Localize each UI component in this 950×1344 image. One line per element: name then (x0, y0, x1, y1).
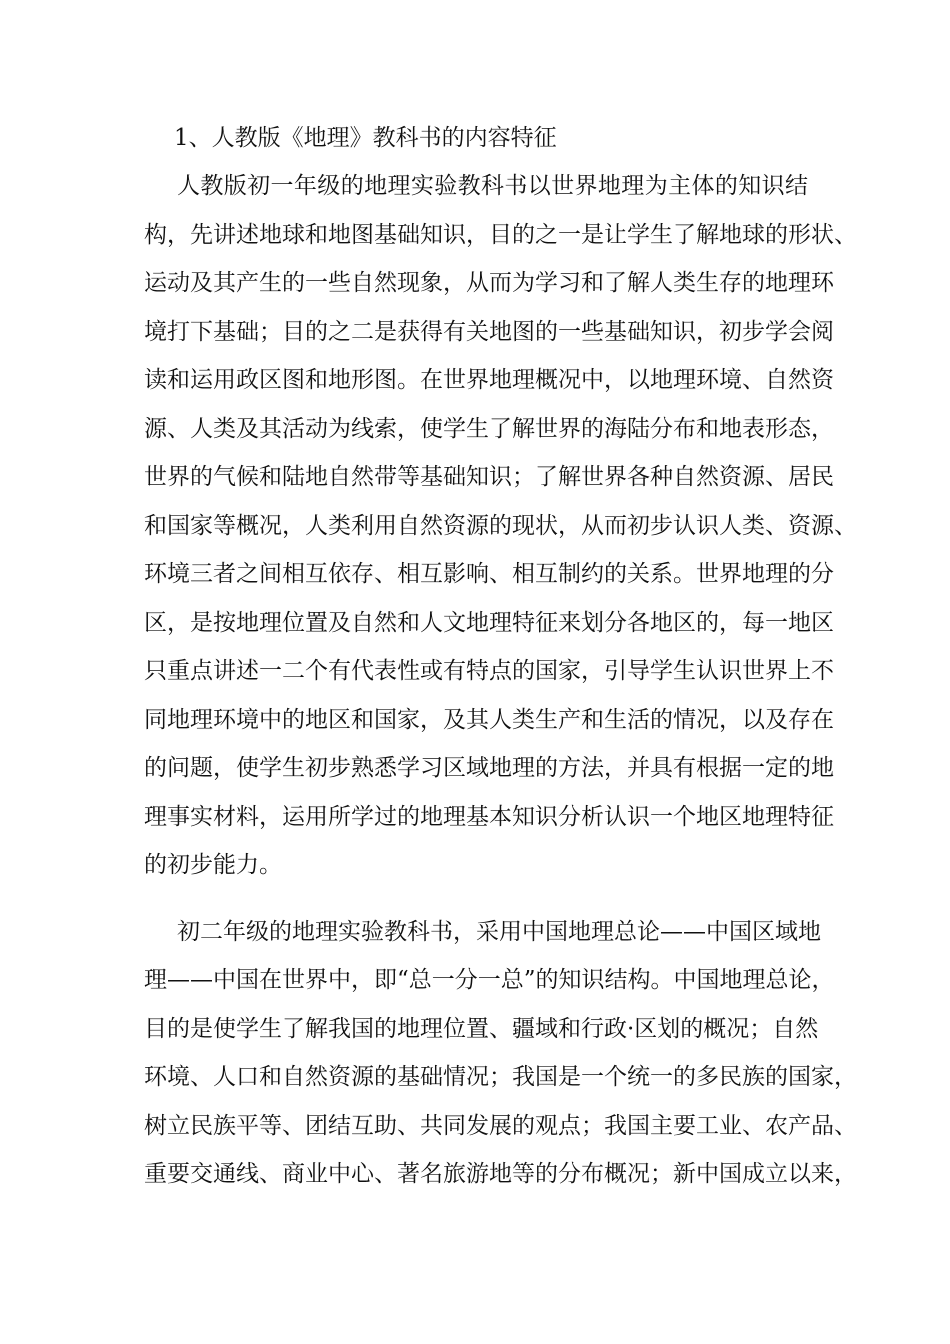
paragraph-line: 只重点讲述一二个有代表性或有特点的国家，引导学生认识世界上不 (144, 658, 834, 684)
section-heading: 1、人教版《地理》教科书的内容特征 (174, 125, 557, 151)
paragraph-line: 区，是按地理位置及自然和人文地理特征来划分各地区的，每一地区 (144, 610, 834, 636)
paragraph-line: 世界的气候和陆地自然带等基础知识；了解世界各种自然资源、居民 (144, 464, 834, 490)
paragraph-line: 目的是使学生了解我国的地理位置、疆域和行政·区划的概况；自然 (144, 1016, 819, 1042)
paragraph-line: 理——中国在世界中，即“总一分一总”的知识结构。中国地理总论， (144, 967, 835, 993)
paragraph-line: 初二年级的地理实验教科书，采用中国地理总论——中国区域地 (177, 919, 821, 945)
paragraph-line: 环境三者之间相互依存、相互影响、相互制约的关系。世界地理的分 (144, 561, 834, 587)
paragraph-line: 重要交通线、商业中心、著名旅游地等的分布概况；新中国成立以来， (144, 1161, 857, 1187)
paragraph-line: 的问题，使学生初步熟悉学习区域地理的方法，并具有根据一定的地 (144, 755, 834, 781)
paragraph-line: 理事实材料，运用所学过的地理基本知识分析认识一个地区地理特征 (144, 804, 834, 830)
paragraph-line: 人教版初一年级的地理实验教科书以世界地理为主体的知识结 (177, 173, 808, 199)
paragraph-line: 环境、人口和自然资源的基础情况；我国是一个统一的多民族的国家， (144, 1064, 857, 1090)
paragraph-line: 运动及其产生的一些自然现象，从而为学习和了解人类生存的地理环 (144, 270, 834, 296)
paragraph-line: 源、人类及其活动为线索，使学生了解世界的海陆分布和地表形态， (144, 416, 834, 442)
paragraph-line: 读和运用政区图和地形图。在世界地理概况中，以地理环境、自然资 (144, 367, 834, 393)
paragraph-line: 境打下基础；目的之二是获得有关地图的一些基础知识，初步学会阅 (144, 319, 834, 345)
paragraph-line: 树立民族平等、团结互助、共同发展的观点；我国主要工业、农产品、 (144, 1113, 857, 1139)
paragraph-line: 和国家等概况，人类利用自然资源的现状，从而初步认识人类、资源、 (144, 513, 857, 539)
paragraph-line: 同地理环境中的地区和国家，及其人类生产和生活的情况，以及存在 (144, 707, 834, 733)
paragraph-line: 构，先讲述地球和地图基础知识，目的之一是让学生了解地球的形状、 (144, 222, 857, 248)
paragraph-line: 的初步能力。 (144, 852, 282, 878)
